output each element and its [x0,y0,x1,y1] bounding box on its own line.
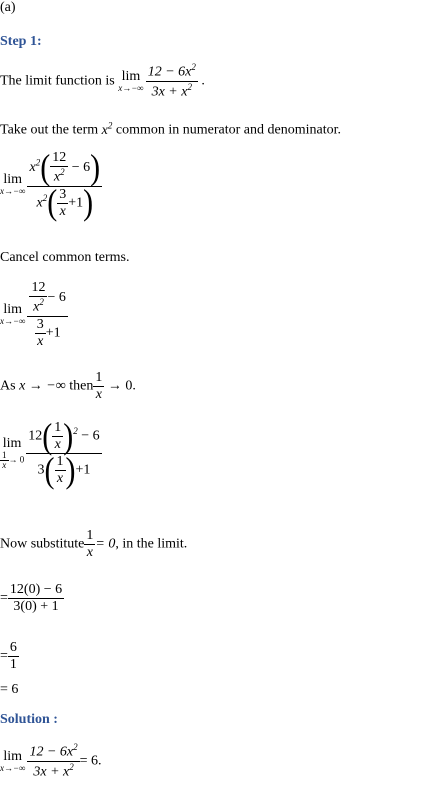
intro-line: The limit function is lim x→−∞ $\frac{12 - 6x^2}{3x + x^2}$ . [0,62,205,100]
reciprocal-expression: lim $\frac{1}{x}$ → 0 12( $\frac{1}{x}$ )$^2$ − 6 3( $\frac{1}{x}$ )+1 [2,416,100,490]
cancelled-expression: lim x→−∞ $\frac{12}{x^2}$ − 6 $\frac{3}{x}$ +1 [0,280,66,349]
simplified-value: = $\frac{6}{1}$ [0,640,17,672]
step1-heading: Step 1: [0,34,42,49]
as-line: As x → −∞ then $\frac{1}{x}$ → 0. [0,370,136,402]
take-out-line: Take out the term $x^2$ common in numerator and denominator. [0,120,341,138]
solution-heading: Solution : [0,712,58,727]
intro-text: The limit function is [0,73,115,89]
substituted-value: = $\frac{12(0) - 6}{3(0) + 1}$ [0,582,63,614]
cancel-line: Cancel common terms. [0,250,130,265]
part-label: (a) [0,0,16,15]
final-answer: lim x→−∞ $\frac{12 - 6x^2}{3x + x^2}$ = 6. [0,742,102,780]
factored-expression: lim x→−∞ $x^2$( $\frac{12}{x^2}$ − 6) $x^2$( $\frac{3}{x}$ +1) [0,147,101,223]
limit-fraction: $\frac{12 - 6x^2}{3x + x^2}$ [147,62,196,100]
limit-operator: lim x→−∞ [118,68,144,93]
substitute-line: Now substitute $\frac{1}{x}$ = 0, in the limit. [0,528,188,560]
result-value: = 6 [0,682,19,697]
